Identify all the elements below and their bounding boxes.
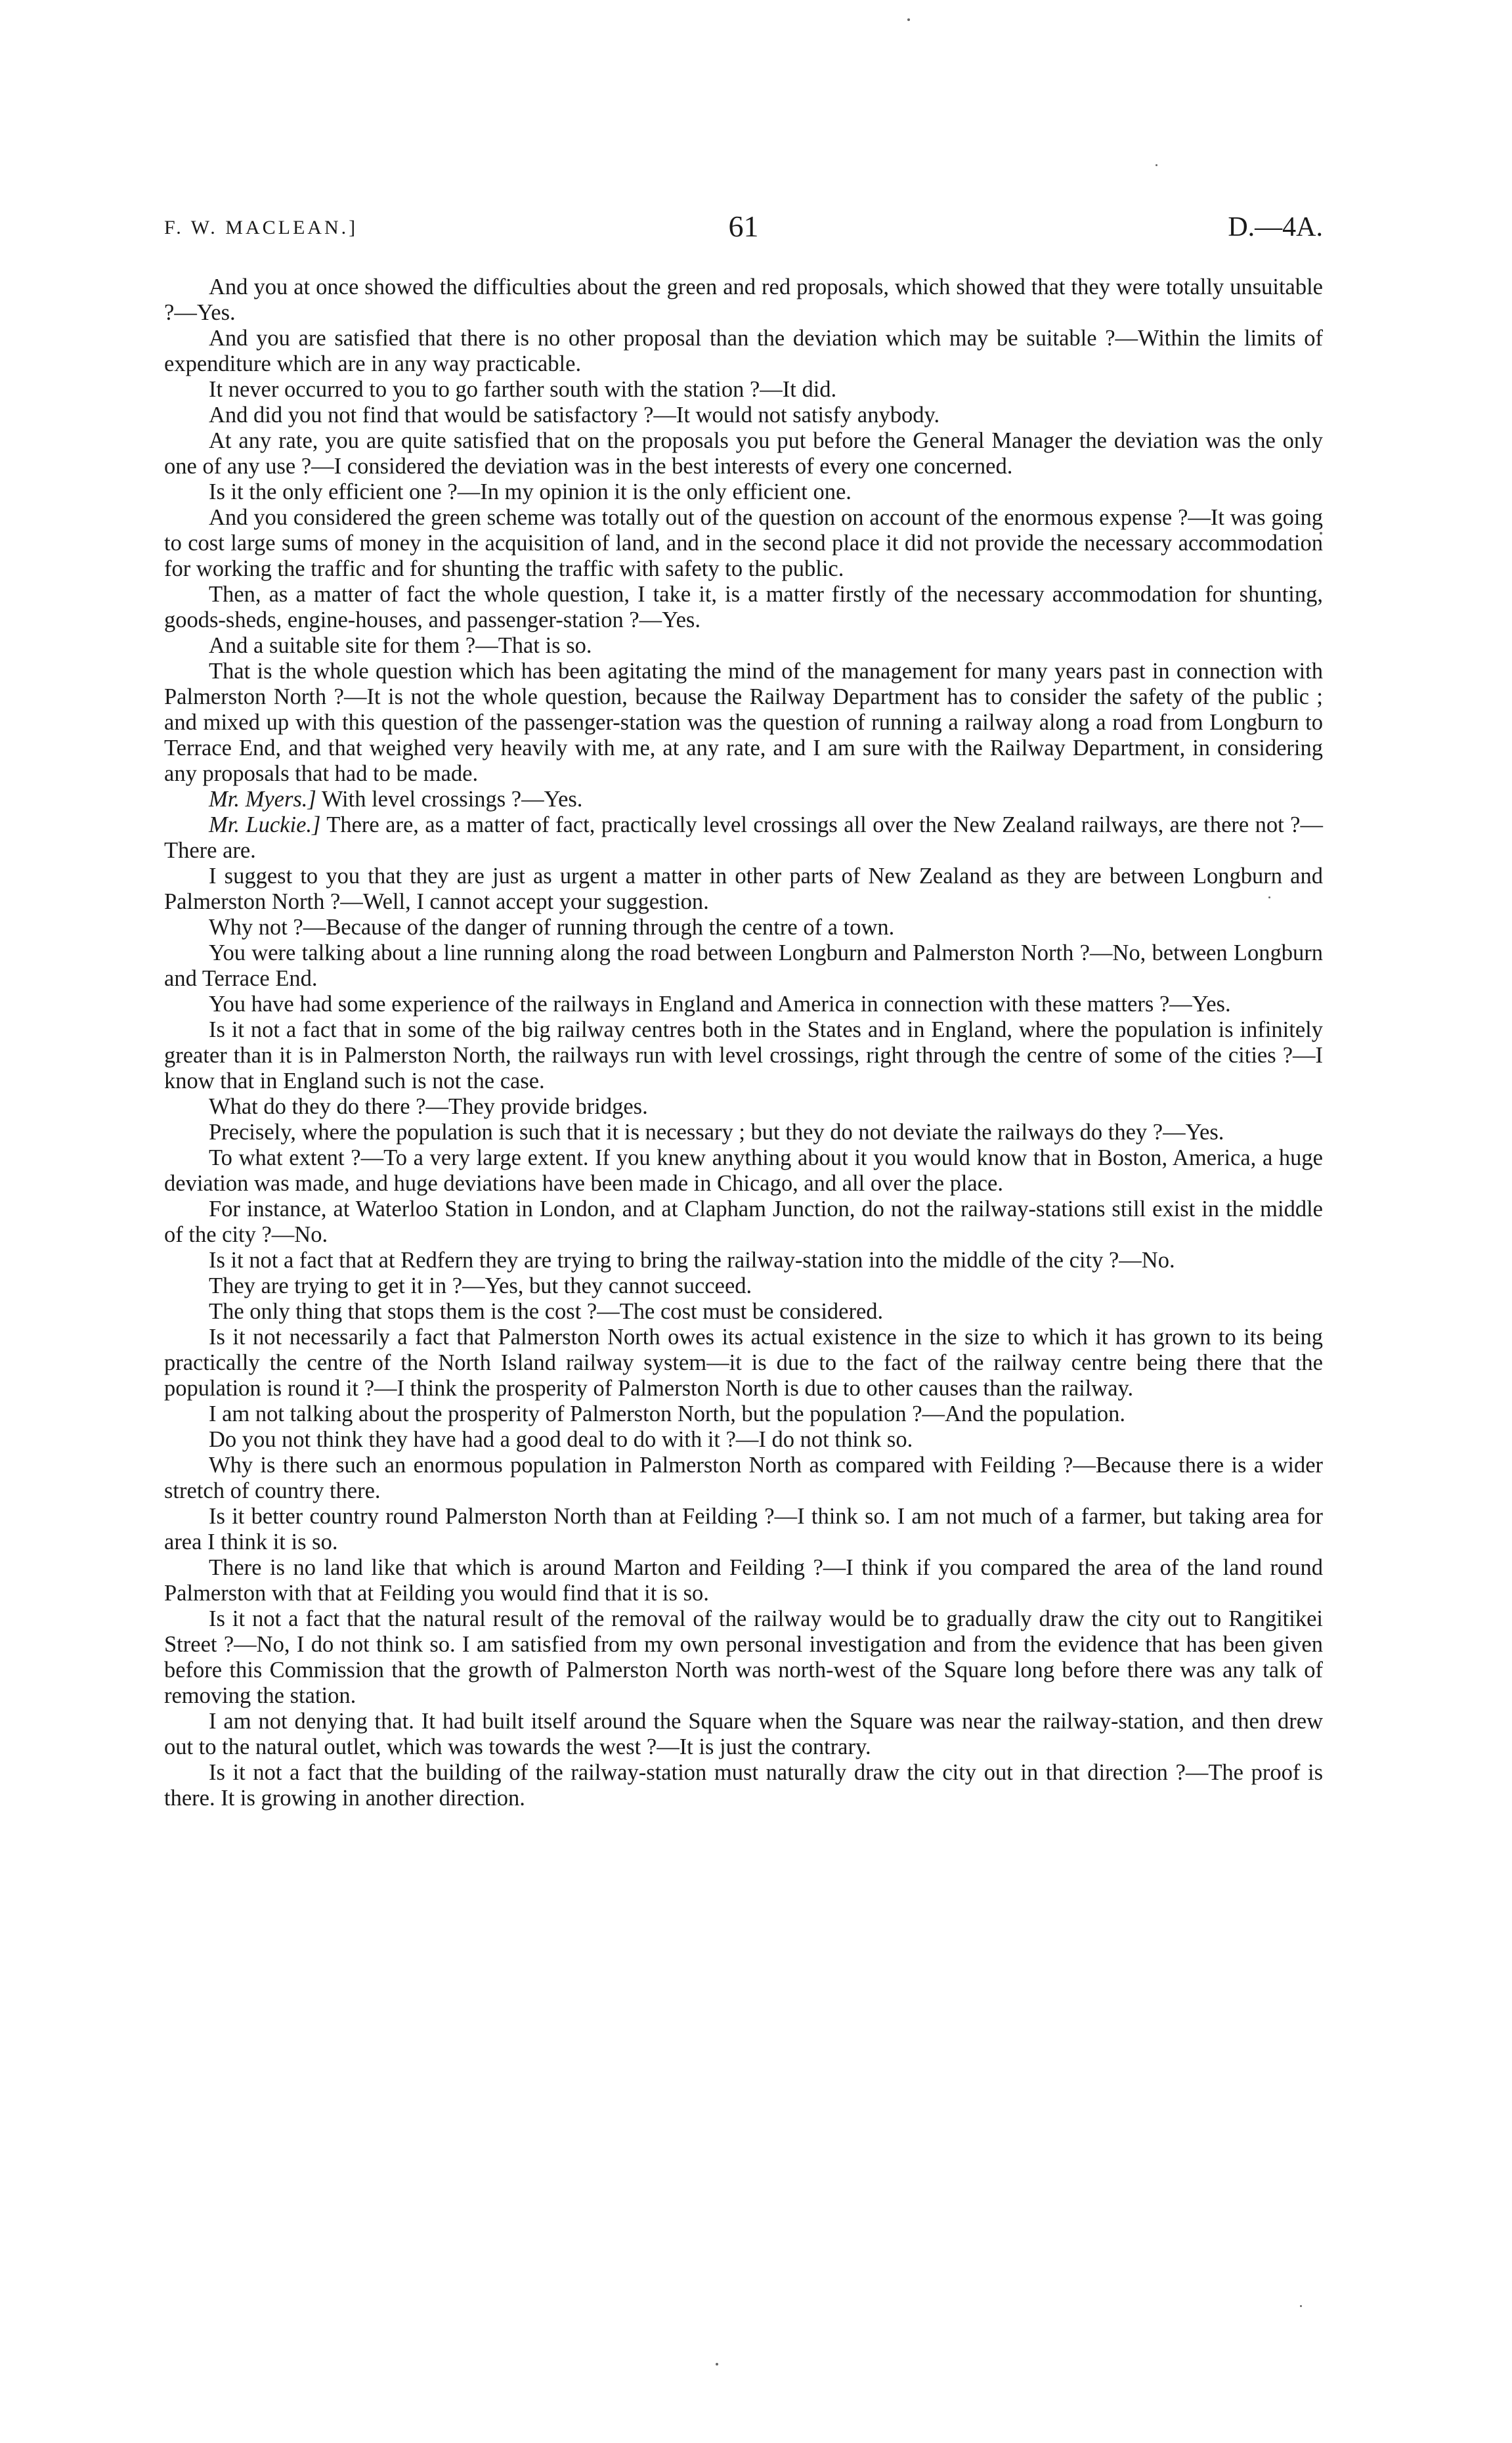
paragraph-text: At any rate, you are quite satisfied that on the proposals you put before the General Manager the deviation was the only one of any use ?—I considered the deviation was in the best interests of every one concerned. (164, 428, 1323, 479)
paragraph (164, 582, 1323, 633)
paragraph-text: For instance, at Waterloo Station in London, and at Clapham Junction, do not the railway-stations still exist in the middle of the city ?—No. (164, 1197, 1323, 1247)
paragraph-text: To what extent ?—To a very large extent. If you knew anything about it you would know that in Boston, America, a huge deviation was made, and huge deviations have been made in Chicago, and all over the place. (164, 1145, 1323, 1196)
paragraph-text: Is it not a fact that in some of the big railway centres both in the States and in England, where the population is infinitely greater than it is in Palmerston North, the railways run with level crossings, right through the centre of some of the cities ?—I know that in England such is not the case. (164, 1017, 1323, 1093)
paragraph-text: Is it not necessarily a fact that Palmerston North owes its actual existence in the size to which it has grown to its being practically the centre of the North Island railway system—it is due to the fact of the railway centre being there that the population is round it ?—I think the prosperity of Palmerston North is due to other causes than the railway. (164, 1325, 1323, 1401)
paragraph (164, 1120, 1323, 1145)
paragraph (164, 1504, 1323, 1555)
paragraph (164, 1197, 1323, 1248)
paragraph (164, 505, 1323, 582)
paragraph-text: It never occurred to you to go farther south with the station ?—It did. (209, 377, 837, 402)
paragraph (164, 1453, 1323, 1504)
paragraph-text: The only thing that stops them is the cost ?—The cost must be considered. (209, 1299, 884, 1324)
evidence-text (164, 275, 1323, 1811)
paragraph (164, 812, 1323, 864)
paragraph-text: Why is there such an enormous population in Palmerston North as compared with Feilding ?—Because there is a wider stretch of country there. (164, 1453, 1323, 1503)
paragraph-text: Is it not a fact that at Redfern they are trying to bring the railway-station into the middle of the city ?—No. (209, 1248, 1175, 1273)
paragraph-text: Precisely, where the population is such that it is necessary ; but they do not deviate the railways do they ?—Yes. (209, 1120, 1224, 1145)
paragraph-text: And did you not find that would be satisfactory ?—It would not satisfy anybody. (209, 403, 940, 428)
paragraph-text: You have had some experience of the railways in England and America in connection with these matters ?—Yes. (209, 992, 1231, 1017)
paragraph (164, 940, 1323, 992)
paragraph-text: Is it not a fact that the building of the railway-station must naturally draw the city out in that direction ?—The proof is there. It is growing in another direction. (164, 1760, 1323, 1811)
paragraph (164, 479, 1323, 505)
paragraph-text: I am not talking about the prosperity of Palmerston North, but the population ?—And the population. (209, 1401, 1126, 1426)
paragraph (164, 275, 1323, 326)
paragraph (164, 659, 1323, 787)
page-speck (907, 18, 910, 21)
paragraph-text: Then, as a matter of fact the whole question, I take it, is a matter firstly of the necessary accommodation for shunting, goods-sheds, engine-houses, and passenger-station ?—Yes. (164, 582, 1323, 632)
paragraph (164, 1299, 1323, 1325)
paragraph-text: Do you not think they have had a good deal to do with it ?—I do not think so. (209, 1427, 913, 1452)
paragraph (164, 992, 1323, 1017)
paragraph-text: That is the whole question which has been agitating the mind of the management for many years past in connection with Palmerston North ?—It is not the whole question, because the Railway Department has to consider the safety of the public ; and mixed up with this question of the passenger-station was the question of running a railway along a road from Longburn to Terrace End, and that weighed very heavily with me, at any rate, and I am sure with the Railway Department, in considering any proposals that had to be made. (164, 659, 1323, 786)
paragraph-text: Is it not a fact that the natural result of the removal of the railway would be to gradually draw the city out to Rangitikei Street ?—No, I do not think so. I am satisfied from my own personal investigation and from the evidence that has been given before this Commission that the growth of Palmerston North was north-west of the Square long before there was any talk of removing the station. (164, 1606, 1323, 1708)
paragraph-text: And you considered the green scheme was totally out of the question on account of the enormous expense ?—It was going to cost large sums of money in the acquisition of land, and in the second place it did not provide the necessary accommodation for working the traffic and for shunting the traffic with safety to the public. (164, 505, 1323, 581)
paragraph-text: What do they do there ?—They provide bridges. (209, 1094, 648, 1119)
paragraph-text: And you at once showed the difficulties about the green and red proposals, which showed that they were totally unsuitable ?—Yes. (164, 275, 1323, 325)
paragraph-text: With level crossings ?—Yes. (316, 787, 583, 812)
paragraph-text: Is it better country round Palmerston North than at Feilding ?—I think so. I am not much of a farmer, but taking area for area I think it is so. (164, 1504, 1323, 1554)
paragraph-text: You were talking about a line running along the road between Longburn and Palmerston North ?—No, between Longburn and Terrace End. (164, 940, 1323, 991)
paragraph (164, 915, 1323, 940)
paragraph (164, 1094, 1323, 1120)
paragraph-text: Is it the only efficient one ?—In my opinion it is the only efficient one. (209, 479, 852, 504)
page-speck (1300, 2305, 1302, 2307)
page-number: 61 (728, 209, 759, 243)
speaker-label: Mr. Luckie.] (209, 812, 321, 837)
paragraph (164, 377, 1323, 403)
paragraph (164, 326, 1323, 377)
paragraph (164, 1427, 1323, 1453)
paragraph (164, 1325, 1323, 1401)
document-code: D.—4A. (1228, 212, 1323, 242)
witness-name: F. W. MACLEAN.] (164, 217, 358, 238)
paragraph-text: I am not denying that. It had built itself around the Square when the Square was near the railway-station, and then drew out to the natural outlet, which was towards the west ?—It is just the contrary. (164, 1709, 1323, 1759)
paragraph (164, 864, 1323, 915)
paragraph (164, 1273, 1323, 1299)
paragraph-text: There is no land like that which is around Marton and Feilding ?—I think if you compared the area of the land round Palmerston with that at Feilding you would find that it is so. (164, 1555, 1323, 1606)
paragraph (164, 1248, 1323, 1273)
speaker-label: Mr. Myers.] (209, 787, 316, 812)
paragraph (164, 403, 1323, 428)
paragraph-text: They are trying to get it in ?—Yes, but they cannot succeed. (209, 1273, 752, 1298)
page-header (164, 209, 1323, 248)
paragraph-text: I suggest to you that they are just as urgent a matter in other parts of New Zealand as they are between Longburn and Palmerston North ?—Well, I cannot accept your suggestion. (164, 864, 1323, 914)
paragraph-text: And a suitable site for them ?—That is so. (209, 633, 592, 658)
paragraph (164, 633, 1323, 659)
paragraph (164, 1017, 1323, 1094)
paragraph (164, 1606, 1323, 1709)
paragraph (164, 787, 1323, 812)
paragraph (164, 1401, 1323, 1427)
paragraph (164, 1760, 1323, 1811)
paragraph (164, 1555, 1323, 1606)
paragraph (164, 428, 1323, 479)
paragraph-text: And you are satisfied that there is no other proposal than the deviation which may be suitable ?—Within the limits of expenditure which are in any way practicable. (164, 326, 1323, 376)
paragraph-text: There are, as a matter of fact, practically level crossings all over the New Zealand railways, are there not ?—There are. (164, 812, 1323, 863)
page-speck (716, 2363, 718, 2366)
page-speck (1156, 164, 1157, 166)
paragraph (164, 1709, 1323, 1760)
paragraph (164, 1145, 1323, 1197)
paragraph-text: Why not ?—Because of the danger of running through the centre of a town. (209, 915, 895, 940)
